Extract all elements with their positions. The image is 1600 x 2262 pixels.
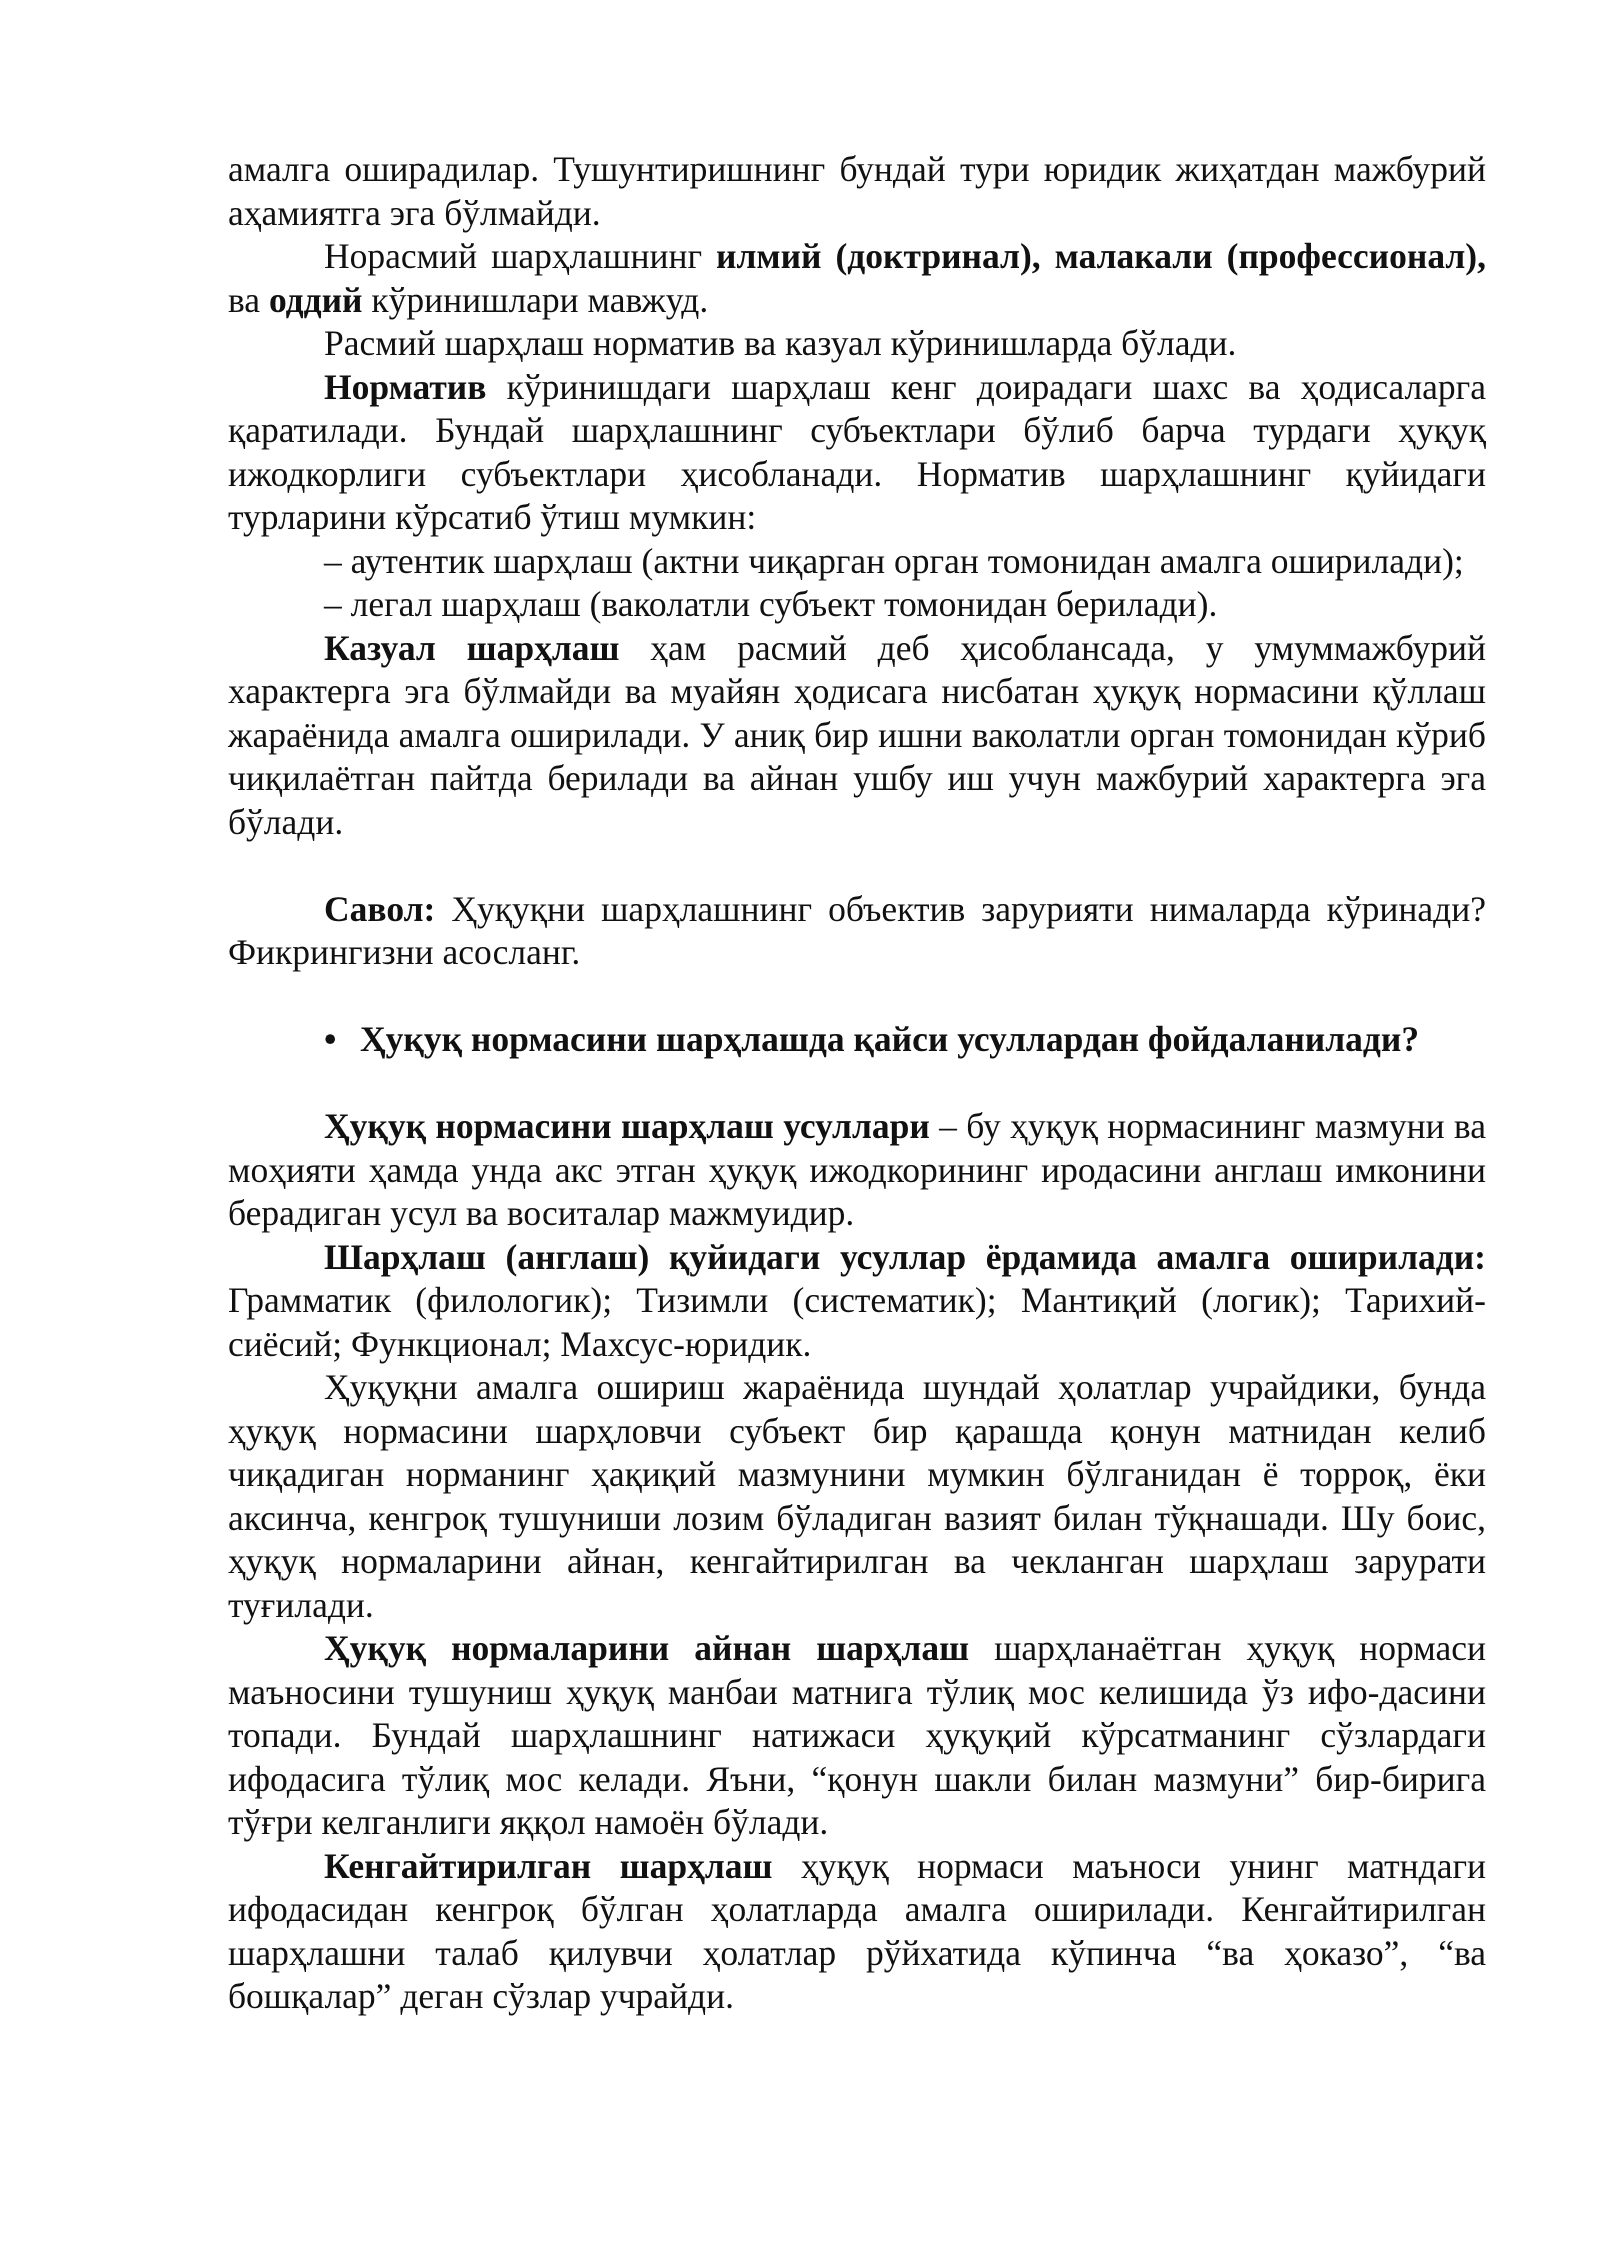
list-item: – аутентик шарҳлаш (актни чиқарган орган томонидан амалга оширилади); — [324, 540, 1464, 581]
bullet-heading: • Ҳуқуқ нормасини шарҳлашда қайси усуллардан фойдаланилади? — [228, 1018, 1486, 1062]
paragraph: Норасмий шарҳлашнинг илмий (доктринал), малакали (профессионал), ва оддий кўринишлари мавжуд. — [228, 236, 1486, 320]
list-item: – легал шарҳлаш (ваколатли субъект томонидан берилади). — [324, 584, 1218, 624]
paragraph: Норматив кўринишдаги шарҳлаш кенг доирадаги шахс ва ҳодисаларга қаратилади. Бундай шарҳлашнинг субъектлари бўлиб барча турдаги ҳуқуқ ижодкорлиги субъектлари ҳисобланади. Норматив шарҳлашнинг қуйидаги турларини кўрсатиб ўтиш мумкин: — [228, 366, 1486, 537]
paragraph: Кенгайтирилган шарҳлаш ҳуқуқ нормаси маъноси унинг матндаги ифодасидан кенгроқ бўлган ҳолатларда амалга оширилади. Кенгайтирилган шарҳлашни талаб қилувчи ҳолатлар рўйхатида кўпинча “ва ҳоказо”, “ва бошқалар” деган сўзлар учрайди. — [228, 1845, 1487, 2016]
document-page — [228, 148, 1486, 2019]
paragraph: Шарҳлаш (англаш) қуйидаги усуллар ёрдамида амалга оширилади: Грамматик (филологик); Тизимли (систематик); Мантиқий (логик); Тарихий-сиёсий; Функционал; Махсус-юридик. — [228, 1236, 1486, 1364]
paragraph: Ҳуқуқ нормасини шарҳлаш усуллари – бу ҳуқуқ нормасининг мазмуни ва моҳияти ҳамда унда акс этган ҳуқуқ ижодкорининг иродасини англаш имконини берадиган усул ва воситалар мажмуидир. — [228, 1106, 1486, 1233]
paragraph: амалга оширадилар. Тушунтиришнинг бундай тури юридик жиҳатдан мажбурий аҳамиятга эга бўлмайди. — [228, 149, 1486, 233]
spacer — [228, 1062, 1486, 1106]
paragraph: Ҳуқуқ нормаларини айнан шарҳлаш шарҳланаётган ҳуқуқ нормаси маъносини тушуниш ҳуқуқ манбаи матнига тўлиқ мос келишида ўз ифо-дасини топади. Бундай шарҳлашнинг натижаси ҳуқуқий кўрсатманинг сўзлардаги ифодасига тўлиқ мос келади. Яъни, “қонун шакли билан мазмуни” бир-бирига тўғри келганлиги яққол намоён бўлади. — [228, 1628, 1486, 1842]
question-paragraph: Савол: Ҳуқуқни шарҳлашнинг объектив зарурияти нималарда кўринади? Фикрингизни асосланг. — [228, 888, 1486, 972]
spacer — [228, 844, 1486, 888]
paragraph: Расмий шарҳлаш норматив ва казуал кўринишларда бўлади. — [324, 323, 1237, 363]
spacer — [228, 975, 1486, 1019]
paragraph: Казуал шарҳлаш ҳам расмий деб ҳисоблансада, у умуммажбурий характерга эга бўлмайди ва муайян ҳодисага нисбатан ҳуқуқ нормасини қўллаш жараёнида амалга оширилади. У аниқ бир ишни ваколатли орган томонидан кўриб чиқилаётган пайтда берилади ва айнан ушбу иш учун мажбурий характерга эга бўлади. — [228, 627, 1487, 842]
paragraph: Ҳуқуқни амалга ошириш жараёнида шундай ҳолатлар учрайдики, бунда ҳуқуқ нормасини шарҳловчи субъект бир қарашда қонун матнидан келиб чиқадиган норманинг ҳақиқий мазмунини мумкин бўлганидан ё торроқ, ёки аксинча, кенгроқ тушуниши лозим бўладиган вазият билан тўқнашади. Шу боис, ҳуқуқ нормаларини айнан, кенгайтирилган ва чекланган шарҳлаш зарурати туғилади. — [228, 1367, 1486, 1625]
bullet-icon: • — [324, 1019, 337, 1059]
